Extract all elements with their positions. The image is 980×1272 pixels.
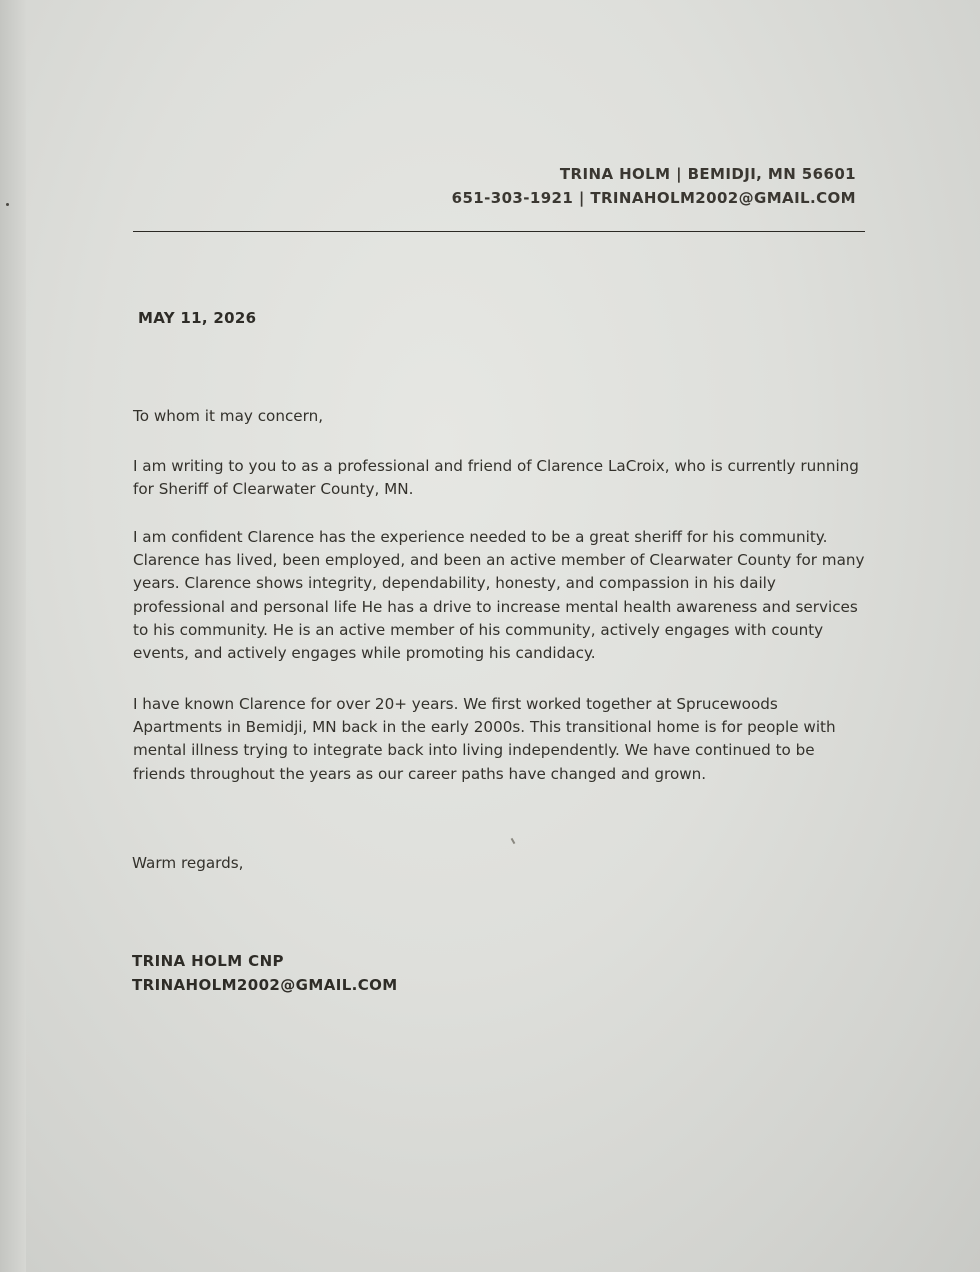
signature-name: TRINA HOLM CNP <box>132 952 284 970</box>
paragraph-intro: I am writing to you to as a professional and friend of Clarence LaCroix, who is currently running for Sheriff of Clearwater County, MN. <box>133 457 859 499</box>
letterhead-name-location: TRINA HOLM | BEMIDJI, MN 56601 <box>559 165 856 183</box>
closing: Warm regards, <box>132 854 244 872</box>
stray-mark <box>6 203 9 206</box>
paragraph-history: I have known Clarence for over 20+ years. We first worked together at Sprucewoods Apartments in Bemidji, MN back in the early 2000s. This transitional home is for people with mental illness trying to integrate back into living independently. We have continued to be friends throughout the years as our career paths have changed and grown. <box>133 695 836 783</box>
paper-speck <box>511 838 516 844</box>
page-edge-shadow <box>0 0 26 1272</box>
letterhead-contact: 651-303-1921 | TRINAHOLM2002@GMAIL.COM <box>451 189 856 207</box>
salutation: To whom it may concern, <box>133 407 324 425</box>
header-divider <box>133 231 865 232</box>
signature-email: TRINAHOLM2002@GMAIL.COM <box>132 976 398 994</box>
letter-date: MAY 11, 2026 <box>138 309 257 327</box>
paragraph-qualifications: I am confident Clarence has the experience needed to be a great sheriff for his community. Clarence has lived, been employed, and been an active member of Clearwater County for many years. Clarence shows integrity, dependability, honesty, and compassion in his daily professional and personal life He has a drive to increase mental health awareness and services to his community. He is an active member of his community, actively engages with county events, and actively engages while promoting his candidacy. <box>133 528 865 663</box>
letterhead <box>452 162 856 210</box>
signature-block <box>132 949 398 997</box>
